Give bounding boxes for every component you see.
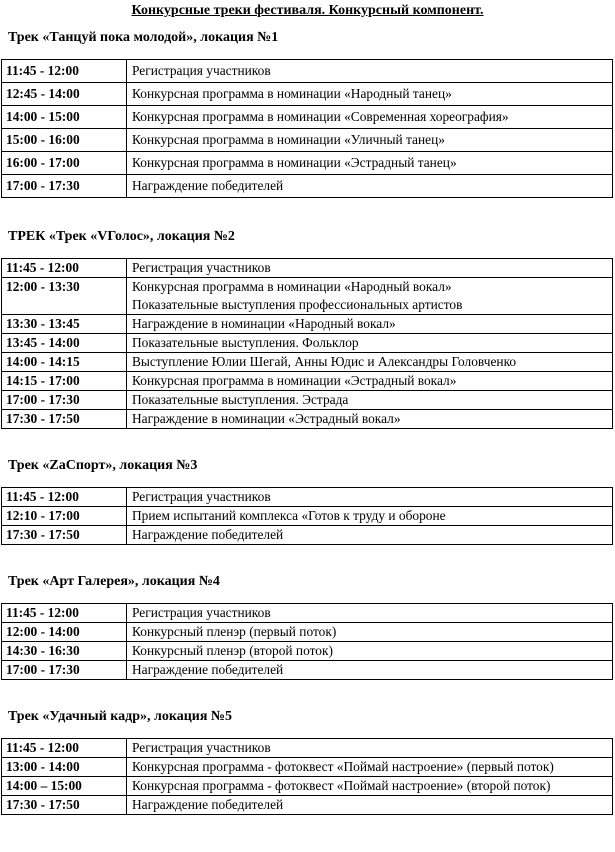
schedule-table-2 <box>1 258 613 429</box>
time-cell: 17:00 - 17:30 <box>2 391 127 410</box>
time-cell: 11:45 - 12:00 <box>2 739 127 758</box>
event-cell <box>127 661 613 680</box>
event-cell <box>127 315 613 334</box>
event-text: Конкурсная программа в номинации «Эстрадный вокал» <box>132 373 457 388</box>
event-text: Регистрация участников <box>132 740 271 755</box>
time-cell: 11:45 - 12:00 <box>2 604 127 623</box>
time-cell: 13:45 - 14:00 <box>2 334 127 353</box>
time-cell: 14:00 – 15:00 <box>2 777 127 796</box>
time-cell: 17:30 - 17:50 <box>2 796 127 815</box>
time-cell: 11:45 - 12:00 <box>2 259 127 278</box>
event-cell <box>127 175 613 198</box>
event-cell <box>127 152 613 175</box>
event-text: Выступление Юлии Шегай, Анны Юдис и Александры Головченко <box>132 354 517 369</box>
schedule-table-1 <box>1 59 613 198</box>
schedule-row <box>2 623 613 642</box>
event-text: Конкурсная программа в номинации «Уличный танец» <box>132 132 445 147</box>
schedule-row <box>2 758 613 777</box>
time-cell: 11:45 - 12:00 <box>2 488 127 507</box>
schedule-row <box>2 739 613 758</box>
schedule-table-3 <box>1 487 613 545</box>
event-text: Показательные выступления профессиональных артистов <box>132 297 463 312</box>
event-cell <box>127 259 613 278</box>
event-text: Конкурсная программа в номинации «Народный танец» <box>132 86 452 101</box>
schedule-row <box>2 642 613 661</box>
time-cell: 17:30 - 17:50 <box>2 526 127 545</box>
track-heading-1: Трек «Танцуй пока молодой», локация №1 <box>8 30 279 45</box>
track-heading-3: Трек «ZaСпорт», локация №3 <box>8 458 198 473</box>
time-cell: 12:00 - 14:00 <box>2 623 127 642</box>
event-cell <box>127 278 613 315</box>
event-text: Награждение в номинации «Народный вокал» <box>132 316 396 331</box>
schedule-row <box>2 175 613 198</box>
time-cell: 17:00 - 17:30 <box>2 661 127 680</box>
schedule-row <box>2 410 613 429</box>
event-cell <box>127 391 613 410</box>
schedule-row <box>2 526 613 545</box>
schedule-row <box>2 259 613 278</box>
schedule-row <box>2 60 613 83</box>
event-text: Конкурсный пленэр (первый поток) <box>132 624 337 639</box>
event-cell <box>127 507 613 526</box>
event-cell <box>127 642 613 661</box>
event-text: Награждение победителей <box>132 178 284 193</box>
event-cell <box>127 353 613 372</box>
time-cell: 14:00 - 14:15 <box>2 353 127 372</box>
event-cell <box>127 758 613 777</box>
event-text: Показательные выступления. Эстрада <box>132 392 349 407</box>
schedule-row <box>2 391 613 410</box>
schedule-row <box>2 796 613 815</box>
event-text: Конкурсный пленэр (второй поток) <box>132 643 333 658</box>
time-cell: 13:30 - 13:45 <box>2 315 127 334</box>
event-cell <box>127 83 613 106</box>
schedule-row <box>2 152 613 175</box>
document-title: Конкурсные треки фестиваля. Конкурсный компонент. <box>131 3 484 18</box>
track-heading-4: Трек «Арт Галерея», локация №4 <box>8 574 220 589</box>
event-cell <box>127 488 613 507</box>
event-cell <box>127 129 613 152</box>
event-text: Конкурсная программа - фотоквест «Поймай настроение» (второй поток) <box>132 778 551 793</box>
schedule-row <box>2 488 613 507</box>
event-text: Регистрация участников <box>132 63 271 78</box>
schedule-row <box>2 315 613 334</box>
schedule-row <box>2 353 613 372</box>
schedule-row <box>2 372 613 391</box>
time-cell: 12:45 - 14:00 <box>2 83 127 106</box>
schedule-row <box>2 777 613 796</box>
event-cell <box>127 526 613 545</box>
time-cell: 14:15 - 17:00 <box>2 372 127 391</box>
event-cell <box>127 739 613 758</box>
event-cell <box>127 777 613 796</box>
event-text: Конкурсная программа в номинации «Народный вокал» <box>132 279 452 294</box>
event-text: Награждение победителей <box>132 662 284 677</box>
event-cell <box>127 604 613 623</box>
event-text: Регистрация участников <box>132 489 271 504</box>
schedule-row <box>2 661 613 680</box>
time-cell: 16:00 - 17:00 <box>2 152 127 175</box>
event-cell <box>127 106 613 129</box>
event-text: Регистрация участников <box>132 605 271 620</box>
schedule-row <box>2 83 613 106</box>
event-text: Прием испытаний комплекса «Готов к труду и обороне <box>132 508 446 523</box>
schedule-row <box>2 507 613 526</box>
event-text: Награждение победителей <box>132 527 284 542</box>
time-cell: 12:10 - 17:00 <box>2 507 127 526</box>
event-text: Награждение победителей <box>132 797 284 812</box>
schedule-row <box>2 604 613 623</box>
event-cell <box>127 623 613 642</box>
time-cell: 17:30 - 17:50 <box>2 410 127 429</box>
event-text: Конкурсная программа в номинации «Современная хореография» <box>132 109 509 124</box>
event-cell <box>127 796 613 815</box>
event-text: Регистрация участников <box>132 260 271 275</box>
track-heading-2: ТРЕК «Трек «VГолос», локация №2 <box>8 229 235 244</box>
schedule-row <box>2 106 613 129</box>
time-cell: 11:45 - 12:00 <box>2 60 127 83</box>
schedule-row <box>2 129 613 152</box>
time-cell: 13:00 - 14:00 <box>2 758 127 777</box>
event-cell <box>127 410 613 429</box>
time-cell: 12:00 - 13:30 <box>2 278 127 315</box>
time-cell: 14:00 - 15:00 <box>2 106 127 129</box>
event-cell <box>127 60 613 83</box>
event-text: Награждение в номинации «Эстрадный вокал» <box>132 411 401 426</box>
schedule-table-5 <box>1 738 613 815</box>
event-cell <box>127 334 613 353</box>
event-cell <box>127 372 613 391</box>
time-cell: 15:00 - 16:00 <box>2 129 127 152</box>
track-heading-5: Трек «Удачный кадр», локация №5 <box>8 709 232 724</box>
time-cell: 17:00 - 17:30 <box>2 175 127 198</box>
event-text: Конкурсная программа в номинации «Эстрадный танец» <box>132 155 457 170</box>
schedule-table-4 <box>1 603 613 680</box>
schedule-row <box>2 278 613 315</box>
time-cell: 14:30 - 16:30 <box>2 642 127 661</box>
event-text: Конкурсная программа - фотоквест «Поймай настроение» (первый поток) <box>132 759 554 774</box>
schedule-row <box>2 334 613 353</box>
event-text: Показательные выступления. Фольклор <box>132 335 359 350</box>
